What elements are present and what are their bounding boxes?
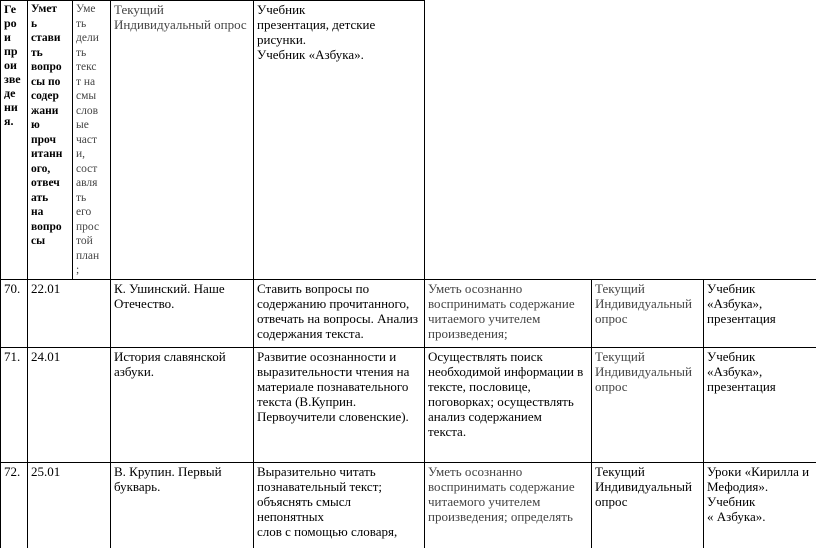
top-row-cell-4: Текущий Индивидуальный опрос: [114, 2, 247, 32]
row-topic: История славянской азбуки.: [114, 349, 226, 379]
row-date: 25.01: [31, 464, 61, 479]
row-skills: Уметь осознанно воспринимать содержание читаемого учителем произведения;: [428, 281, 575, 341]
row-content: Развитие осознанности и выразительности чтения на материале познавательного текста (В.Куприн. Первоучители словенские).: [257, 349, 410, 424]
row-resources: Уроки «Кирилла и Мефодия». Учебник « Азбука».: [707, 464, 810, 524]
row-content: Ставить вопросы по содержанию прочитанного, отвечать на вопросы. Анализ содержания текста.: [257, 281, 418, 341]
row-date: 24.01: [31, 349, 61, 364]
row-topic: В. Крупин. Первый букварь.: [114, 464, 222, 494]
row-resources: Учебник «Азбука», презентация: [707, 281, 776, 326]
row-control: Текущий Индивидуальный опрос: [595, 464, 692, 509]
row-number: 72.: [4, 464, 21, 479]
top-row-cell-1: Ге ро и пр ои зве де ни я.: [4, 2, 21, 128]
top-row-cell-3: Уме ть дели ть текс т на смы слов ые част и, сост авля ть его прос той план ;: [76, 3, 100, 276]
row-control: Текущий Индивидуальный опрос: [595, 281, 692, 326]
row-number: 71.: [4, 349, 21, 364]
row-date: 22.01: [31, 281, 61, 296]
row-topic: К. Ушинский. Наше Отечество.: [114, 281, 225, 311]
row-skills: Уметь осознанно воспринимать содержание читаемого учителем произведения; определять: [428, 464, 575, 524]
row-number: 70.: [4, 281, 21, 296]
row-resources: Учебник «Азбука», презентация: [707, 349, 776, 394]
top-row-cell-5: Учебник презентация, детские рисунки. Учебник «Азбука».: [257, 2, 376, 62]
row-control: Текущий Индивидуальный опрос: [595, 349, 692, 394]
row-skills: Осуществлять поиск необходимой информации в тексте, пословице, поговорках; осуществлять анализ содержанием текста.: [428, 349, 584, 439]
row-content: Выразительно читать познавательный текст; объяснять смысл непонятных слов с помощью словаря,: [257, 464, 398, 539]
top-row-cell-2: Умет ь стави ть вопро сы по содер жани ю проч итанн ого, отвеч ать на вопро сы: [31, 3, 63, 247]
